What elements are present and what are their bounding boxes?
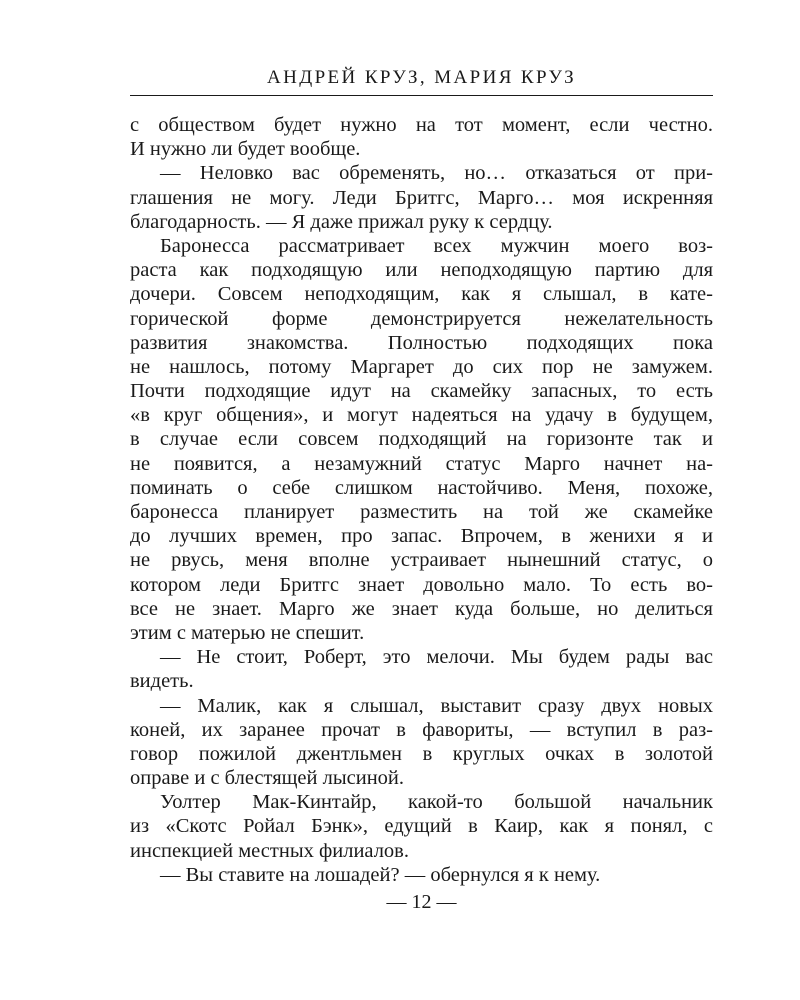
text-line: горической форме демонстрируется нежелательность — [130, 307, 713, 330]
text-line: «в круг общения», и могут надеяться на удачу в будущем, — [130, 404, 713, 427]
text-line: коней, их заранее прочат в фавориты, — вступил в раз- — [130, 718, 713, 741]
page-number: — 12 — — [386, 891, 457, 913]
text-line: до лучших времен, про запас. Впрочем, в женихи я и — [130, 525, 713, 548]
text-line: глашения не могу. Леди Бритгс, Марго… моя искренняя — [130, 186, 713, 209]
text-line: Почти подходящие идут на скамейку запасных, то есть — [130, 380, 713, 403]
text-line: инспекцией местных филиалов. — [130, 839, 409, 862]
text-line: Баронесса рассматривает всех мужчин моего воз- — [160, 234, 713, 257]
text-line: И нужно ли будет вообще. — [130, 138, 361, 161]
text-line: с обществом будет нужно на тот момент, если честно. — [130, 114, 713, 136]
text-line: баронесса планирует разместить на той же скамейке — [130, 501, 713, 523]
running-head: АНДРЕЙ КРУЗ, МАРИЯ КРУЗ — [266, 67, 577, 88]
text-line: из «Скотс Ройал Бэнк», едущий в Каир, как я понял, с — [130, 815, 713, 838]
text-line: видеть. — [130, 670, 194, 693]
text-line: говор пожилой джентльмен в круглых очках в золотой — [130, 742, 713, 765]
text-line: — Неловко вас обременять, но… отказаться от при- — [160, 162, 713, 185]
text-line: этим с матерью не спешит. — [130, 621, 365, 644]
text-line: благодарность. — Я даже прижал руку к сердцу. — [130, 210, 553, 233]
text-line: в случае если совсем подходящий на горизонте так и — [130, 428, 713, 451]
text-line: поминать о себе слишком настойчиво. Меня, похоже, — [130, 476, 713, 499]
text-line: развития знакомства. Полностью подходящих пока — [130, 331, 713, 354]
text-line: — Не стоит, Роберт, это мелочи. Мы будем рады вас — [160, 646, 713, 669]
text-line: раста как подходящую или неподходящую партию для — [130, 259, 713, 282]
text-line: — Малик, как я слышал, выставит сразу двух новых — [160, 694, 713, 717]
text-line: оправе и с блестящей лысиной. — [130, 767, 405, 790]
header-rule — [130, 95, 713, 96]
text-line: — Вы ставите на лошадей? — обернулся я к нему. — [160, 863, 601, 886]
text-line: не нашлось, потому Маргарет до сих пор не замужем. — [130, 355, 713, 378]
text-line: все не знает. Марго же знает куда больше, но делиться — [130, 597, 713, 620]
body-text — [130, 113, 713, 887]
text-line: Уолтер Мак-Кинтайр, какой-то большой начальник — [160, 791, 713, 814]
text-line: дочери. Совсем неподходящим, как я слышал, в кате- — [130, 283, 713, 306]
text-line: не рвусь, меня вполне устраивает нынешний статус, о — [130, 549, 713, 572]
text-line: не появится, а незамужний статус Марго начнет на- — [130, 452, 713, 475]
text-line: котором леди Бритгс знает довольно мало. То есть во- — [130, 573, 713, 596]
